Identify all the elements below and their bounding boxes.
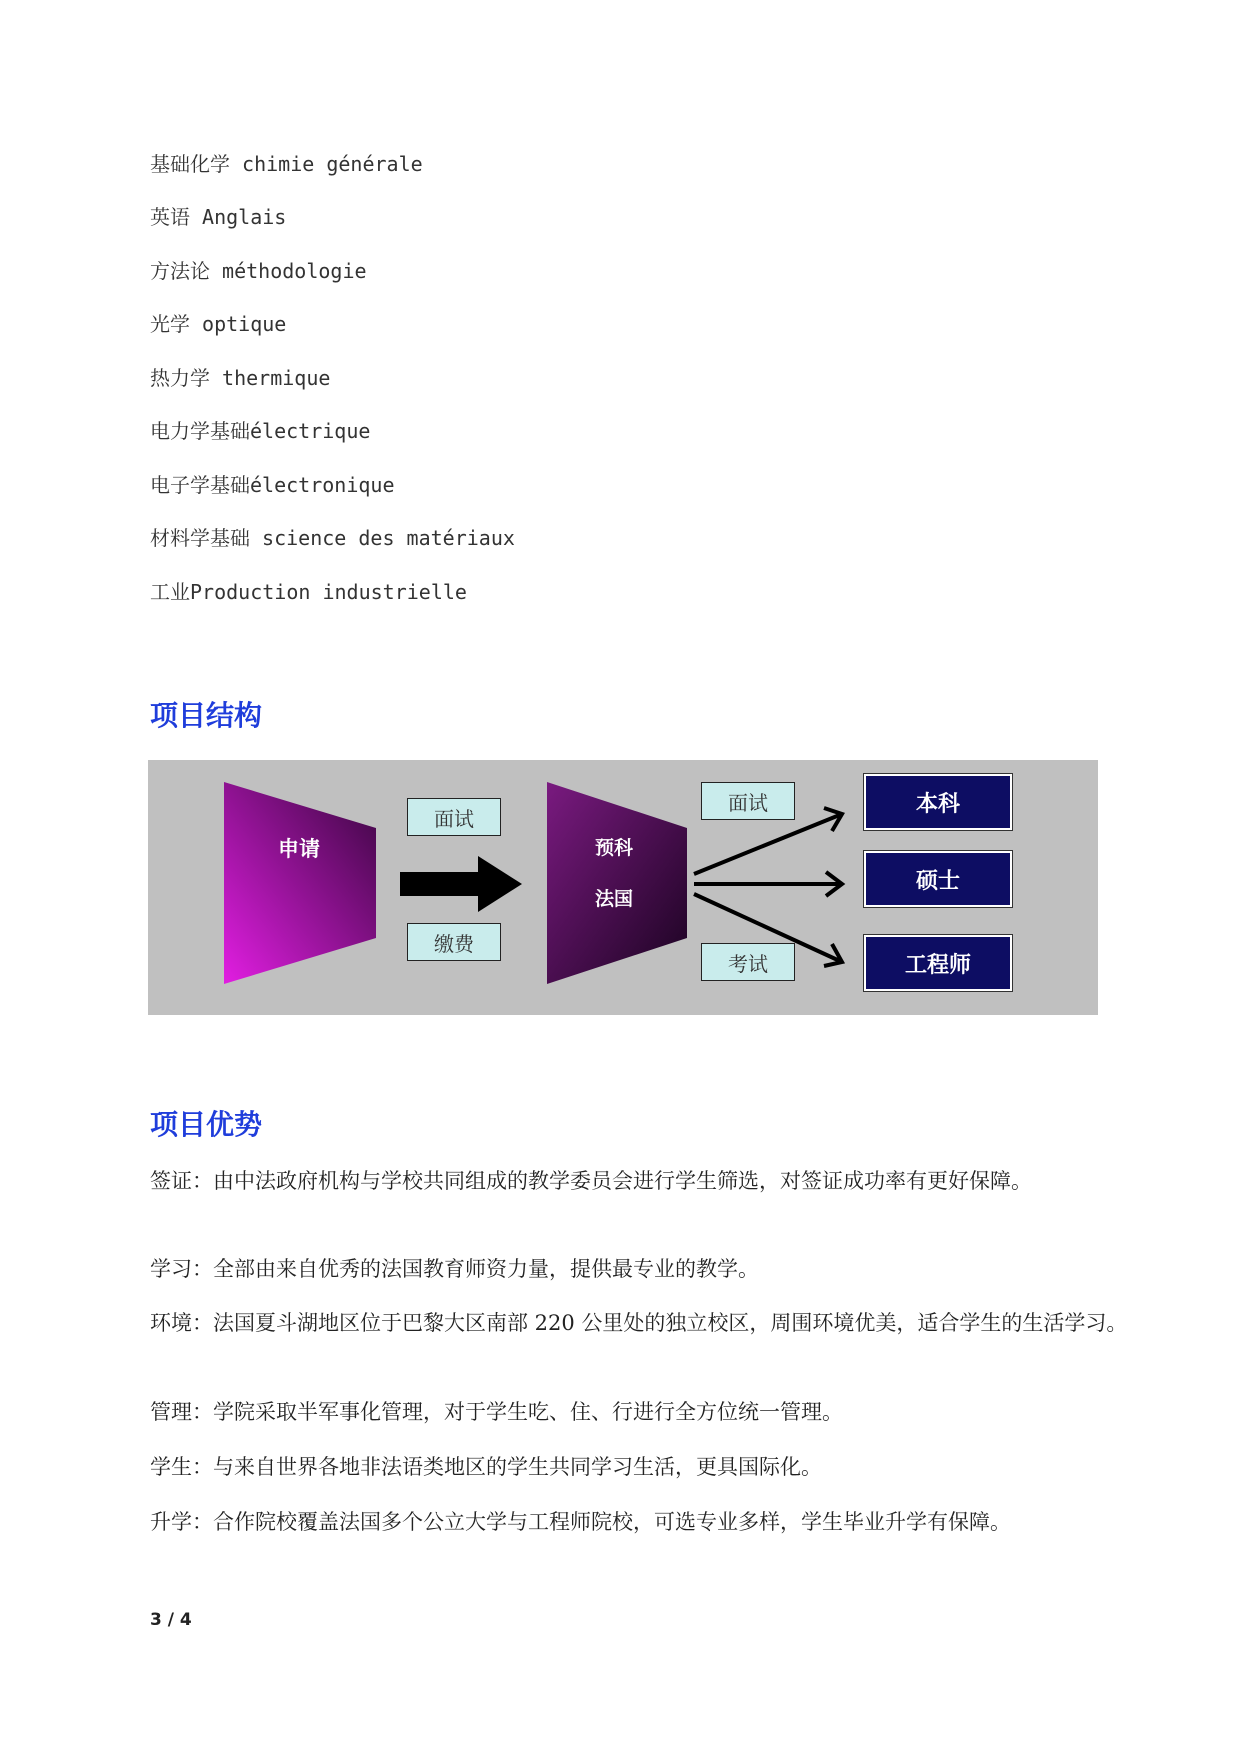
- course-item: 电力学基础électrique: [150, 419, 371, 443]
- advantage-progression: 升学：合作院校覆盖法国多个公立大学与工程师院校，可选专业多样，学生毕业升学有保障。: [150, 1510, 1011, 1534]
- prep-label-2: 法国: [595, 888, 634, 910]
- advantage-students: 学生：与来自世界各地非法语类地区的学生共同学习生活，更具国际化。: [150, 1455, 822, 1479]
- course-item: 方法论 méthodologie: [150, 259, 367, 283]
- engineer-box: 工程师: [864, 935, 1012, 991]
- advantage-study: 学习：全部由来自优秀的法国教育师资力量，提供最专业的教学。: [150, 1257, 759, 1281]
- section-heading-structure: 项目结构: [150, 699, 263, 732]
- advantage-management: 管理：学院采取半军事化管理，对于学生吃、住、行进行全方位统一管理。: [150, 1400, 843, 1424]
- apply-label: 申请: [278, 837, 320, 861]
- page-number: 3 / 4: [150, 1610, 192, 1630]
- course-item: 材料学基础 science des matériaux: [150, 526, 515, 550]
- master-box: 硕士: [864, 851, 1012, 907]
- course-item: 光学 optique: [150, 312, 287, 336]
- course-item: 基础化学 chimie générale: [150, 152, 423, 176]
- section-heading-advantages: 项目优势: [150, 1108, 263, 1141]
- exam-box: 考试: [701, 943, 795, 981]
- program-structure-diagram: [148, 760, 1098, 1015]
- course-item: 英语 Anglais: [150, 205, 287, 229]
- interview-box-1: 面试: [407, 798, 501, 836]
- prep-label-1: 预科: [595, 837, 634, 859]
- prep-shape: [547, 782, 687, 984]
- course-item: 工业Production industrielle: [150, 580, 467, 604]
- course-item: 电子学基础électronique: [150, 473, 395, 497]
- advantage-visa: 签证：由中法政府机构与学校共同组成的教学委员会进行学生筛选，对签证成功率有更好保障。: [150, 1169, 1032, 1193]
- bachelor-box: 本科: [864, 774, 1012, 830]
- advantage-environment: 环境：法国夏斗湖地区位于巴黎大区南部 220 公里处的独立校区，周围环境优美，适合学生的生活学习。: [150, 1311, 1128, 1335]
- fee-box: 缴费: [407, 923, 501, 961]
- apply-shape: [224, 782, 376, 984]
- big-arrow: [400, 856, 522, 912]
- course-item: 热力学 thermique: [150, 366, 331, 390]
- interview-box-2: 面试: [701, 782, 795, 820]
